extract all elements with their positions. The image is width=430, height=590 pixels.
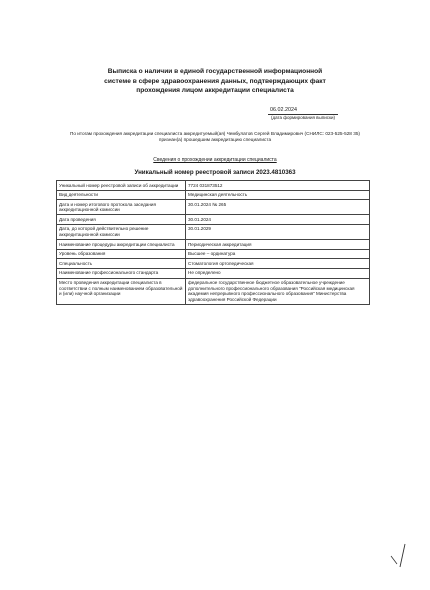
row-value: 30.01.2029 xyxy=(186,224,370,239)
document-title xyxy=(90,67,340,96)
table-row xyxy=(57,278,370,304)
row-label: Дата, до которой действительно решение аккредитационной комиссии xyxy=(57,224,186,239)
row-value: 30.01.2024 № 265 xyxy=(186,200,370,215)
row-label: Уникальный номер реестровой записи об аккредитации xyxy=(57,181,186,191)
table-row xyxy=(57,181,370,191)
table-row xyxy=(57,259,370,269)
table-row xyxy=(57,240,370,250)
table-row xyxy=(57,268,370,278)
section-title: Сведения о прохождении аккредитации специалиста xyxy=(153,157,277,163)
row-value: 7724 031873512 xyxy=(186,181,370,191)
title-line: прохождения лицом аккредитации специалиста xyxy=(136,87,294,95)
row-value: Высшее – ординатура xyxy=(186,249,370,259)
formation-date-caption: (дата формирования выписки) xyxy=(271,115,335,120)
formation-date: 06.02.2024 xyxy=(268,107,338,115)
row-value: Медицинская деятельность xyxy=(186,190,370,200)
row-label: Наименование процедуры аккредитации специалиста xyxy=(57,240,186,250)
table-row xyxy=(57,249,370,259)
row-label: Дата и номер итогового протокола заседания аккредитационной комиссии xyxy=(57,200,186,215)
table-row xyxy=(57,215,370,225)
table-row xyxy=(57,190,370,200)
row-label: Дата проведения xyxy=(57,215,186,225)
intro-text: По итогам прохождения аккредитации специалиста аккредитуемый(ая) Чембулатов Сергей Владимирович (СНИЛС: 023-525-528 35) признан(а) прошедшим аккредитацию специалиста xyxy=(69,131,360,143)
title-line: системе в сфере здравоохранения данных, подтверждающих факт xyxy=(104,77,326,85)
row-label: Специальность xyxy=(57,259,186,269)
row-value: Периодическая аккредитация xyxy=(186,240,370,250)
row-value: федеральное государственное бюджетное образовательное учреждение дополнительного профессионального образования "Российская медицинская академия непрерывного профессионального образования" Министерства здравоохранения Российской Федерации xyxy=(186,278,370,304)
title-line: Выписка о наличии в единой государственной информационной xyxy=(107,68,323,75)
row-label: Вид деятельности xyxy=(57,190,186,200)
accreditation-table xyxy=(56,180,370,305)
registry-number-line: Уникальный номер реестровой записи 2023.4810363 xyxy=(134,169,296,176)
row-label: Место проведения аккредитации специалиста в соответствии с полным наименованием образовательной и (или) научной организации xyxy=(57,278,186,304)
table-row xyxy=(57,200,370,215)
formation-date-block xyxy=(268,107,338,121)
table-row xyxy=(57,224,370,239)
row-label: Наименование профессионального стандарта xyxy=(57,268,186,278)
pen-mark-icon xyxy=(388,540,418,570)
row-value: Не определено xyxy=(186,268,370,278)
row-label: Уровень образования xyxy=(57,249,186,259)
row-value: 30.01.2024 xyxy=(186,215,370,225)
row-value: Стоматология ортопедическая xyxy=(186,259,370,269)
